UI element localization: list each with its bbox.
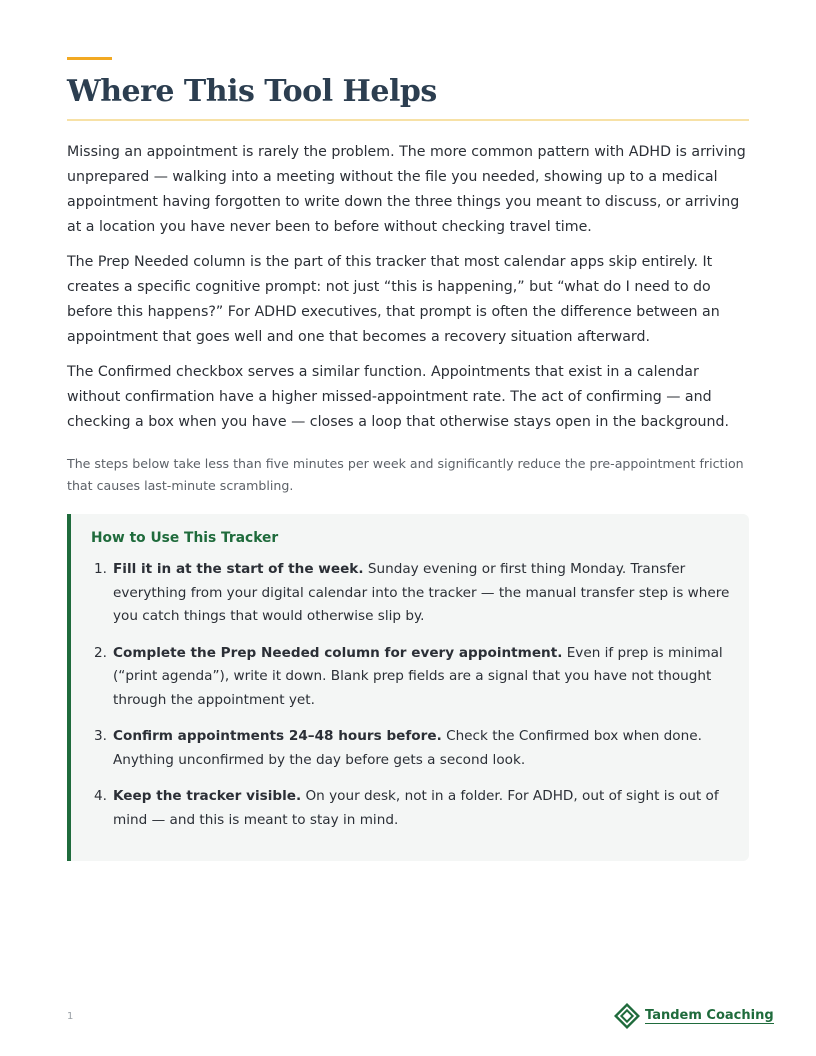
page-number: 1 [67, 1011, 74, 1022]
callout-title: How to Use This Tracker [91, 530, 279, 546]
step-text: Even if prep is minimal (“print agenda”), write it down. Blank prep fields are a signal that you have not thought through the appointment yet. [113, 644, 723, 708]
step-lead: Complete the Prep Needed column for every appointment. [113, 644, 563, 661]
brand-logo [614, 1003, 774, 1029]
how-to-callout [67, 514, 749, 861]
step-number: 4. [94, 788, 107, 804]
brand-name: Tandem Coaching [645, 1007, 774, 1023]
step-number: 3. [94, 728, 107, 744]
step-lead: Keep the tracker visible. [113, 788, 302, 804]
step-number: 1. [94, 561, 107, 577]
step-item [91, 785, 731, 832]
page-title: Where This Tool Helps [67, 74, 437, 109]
intro-note: The steps below take less than five minutes per week and significantly reduce the pre-appointment friction that causes last-minute scrambling. [67, 456, 744, 493]
body-paragraph-1: Missing an appointment is rarely the problem. The more common pattern with ADHD is arriving unprepared — walking into a meeting without the file you needed, showing up to a medical appointment having forgotten to write down the three things you meant to discuss, or arriving at a location you have never been to before without checking travel time. [67, 144, 746, 235]
title-accent-bar [67, 57, 112, 60]
step-item [91, 558, 731, 629]
diamond-logo-icon [614, 1003, 640, 1029]
step-number: 2. [94, 644, 107, 661]
step-item [91, 725, 731, 772]
steps-list [91, 558, 731, 845]
body-text [67, 140, 749, 445]
step-text: On your desk, not in a folder. For ADHD, out of sight is out of mind — and this is meant to stay in mind. [113, 788, 719, 828]
step-lead: Confirm appointments 24–48 hours before. [113, 728, 442, 744]
title-divider [67, 119, 749, 121]
body-paragraph-2: The Prep Needed column is the part of this tracker that most calendar apps skip entirely. It creates a specific cognitive prompt: not just “this is happening,” but “what do I need to do before this happens?” For ADHD executives, that prompt is often the difference between an appointment that goes well and one that becomes a recovery situation afterward. [67, 254, 720, 345]
step-item [91, 642, 731, 713]
step-text: Check the Confirmed box when done. Anything unconfirmed by the day before gets a second look. [113, 728, 702, 768]
step-lead: Fill it in at the start of the week. [113, 561, 364, 577]
step-text: Sunday evening or first thing Monday. Transfer everything from your digital calendar into the tracker — the manual transfer step is where you catch things that would otherwise slip by. [113, 561, 730, 624]
body-paragraph-3: The Confirmed checkbox serves a similar function. Appointments that exist in a calendar without confirmation have a higher missed-appointment rate. The act of confirming — and checking a box when you have — closes a loop that otherwise stays open in the background. [67, 364, 730, 430]
